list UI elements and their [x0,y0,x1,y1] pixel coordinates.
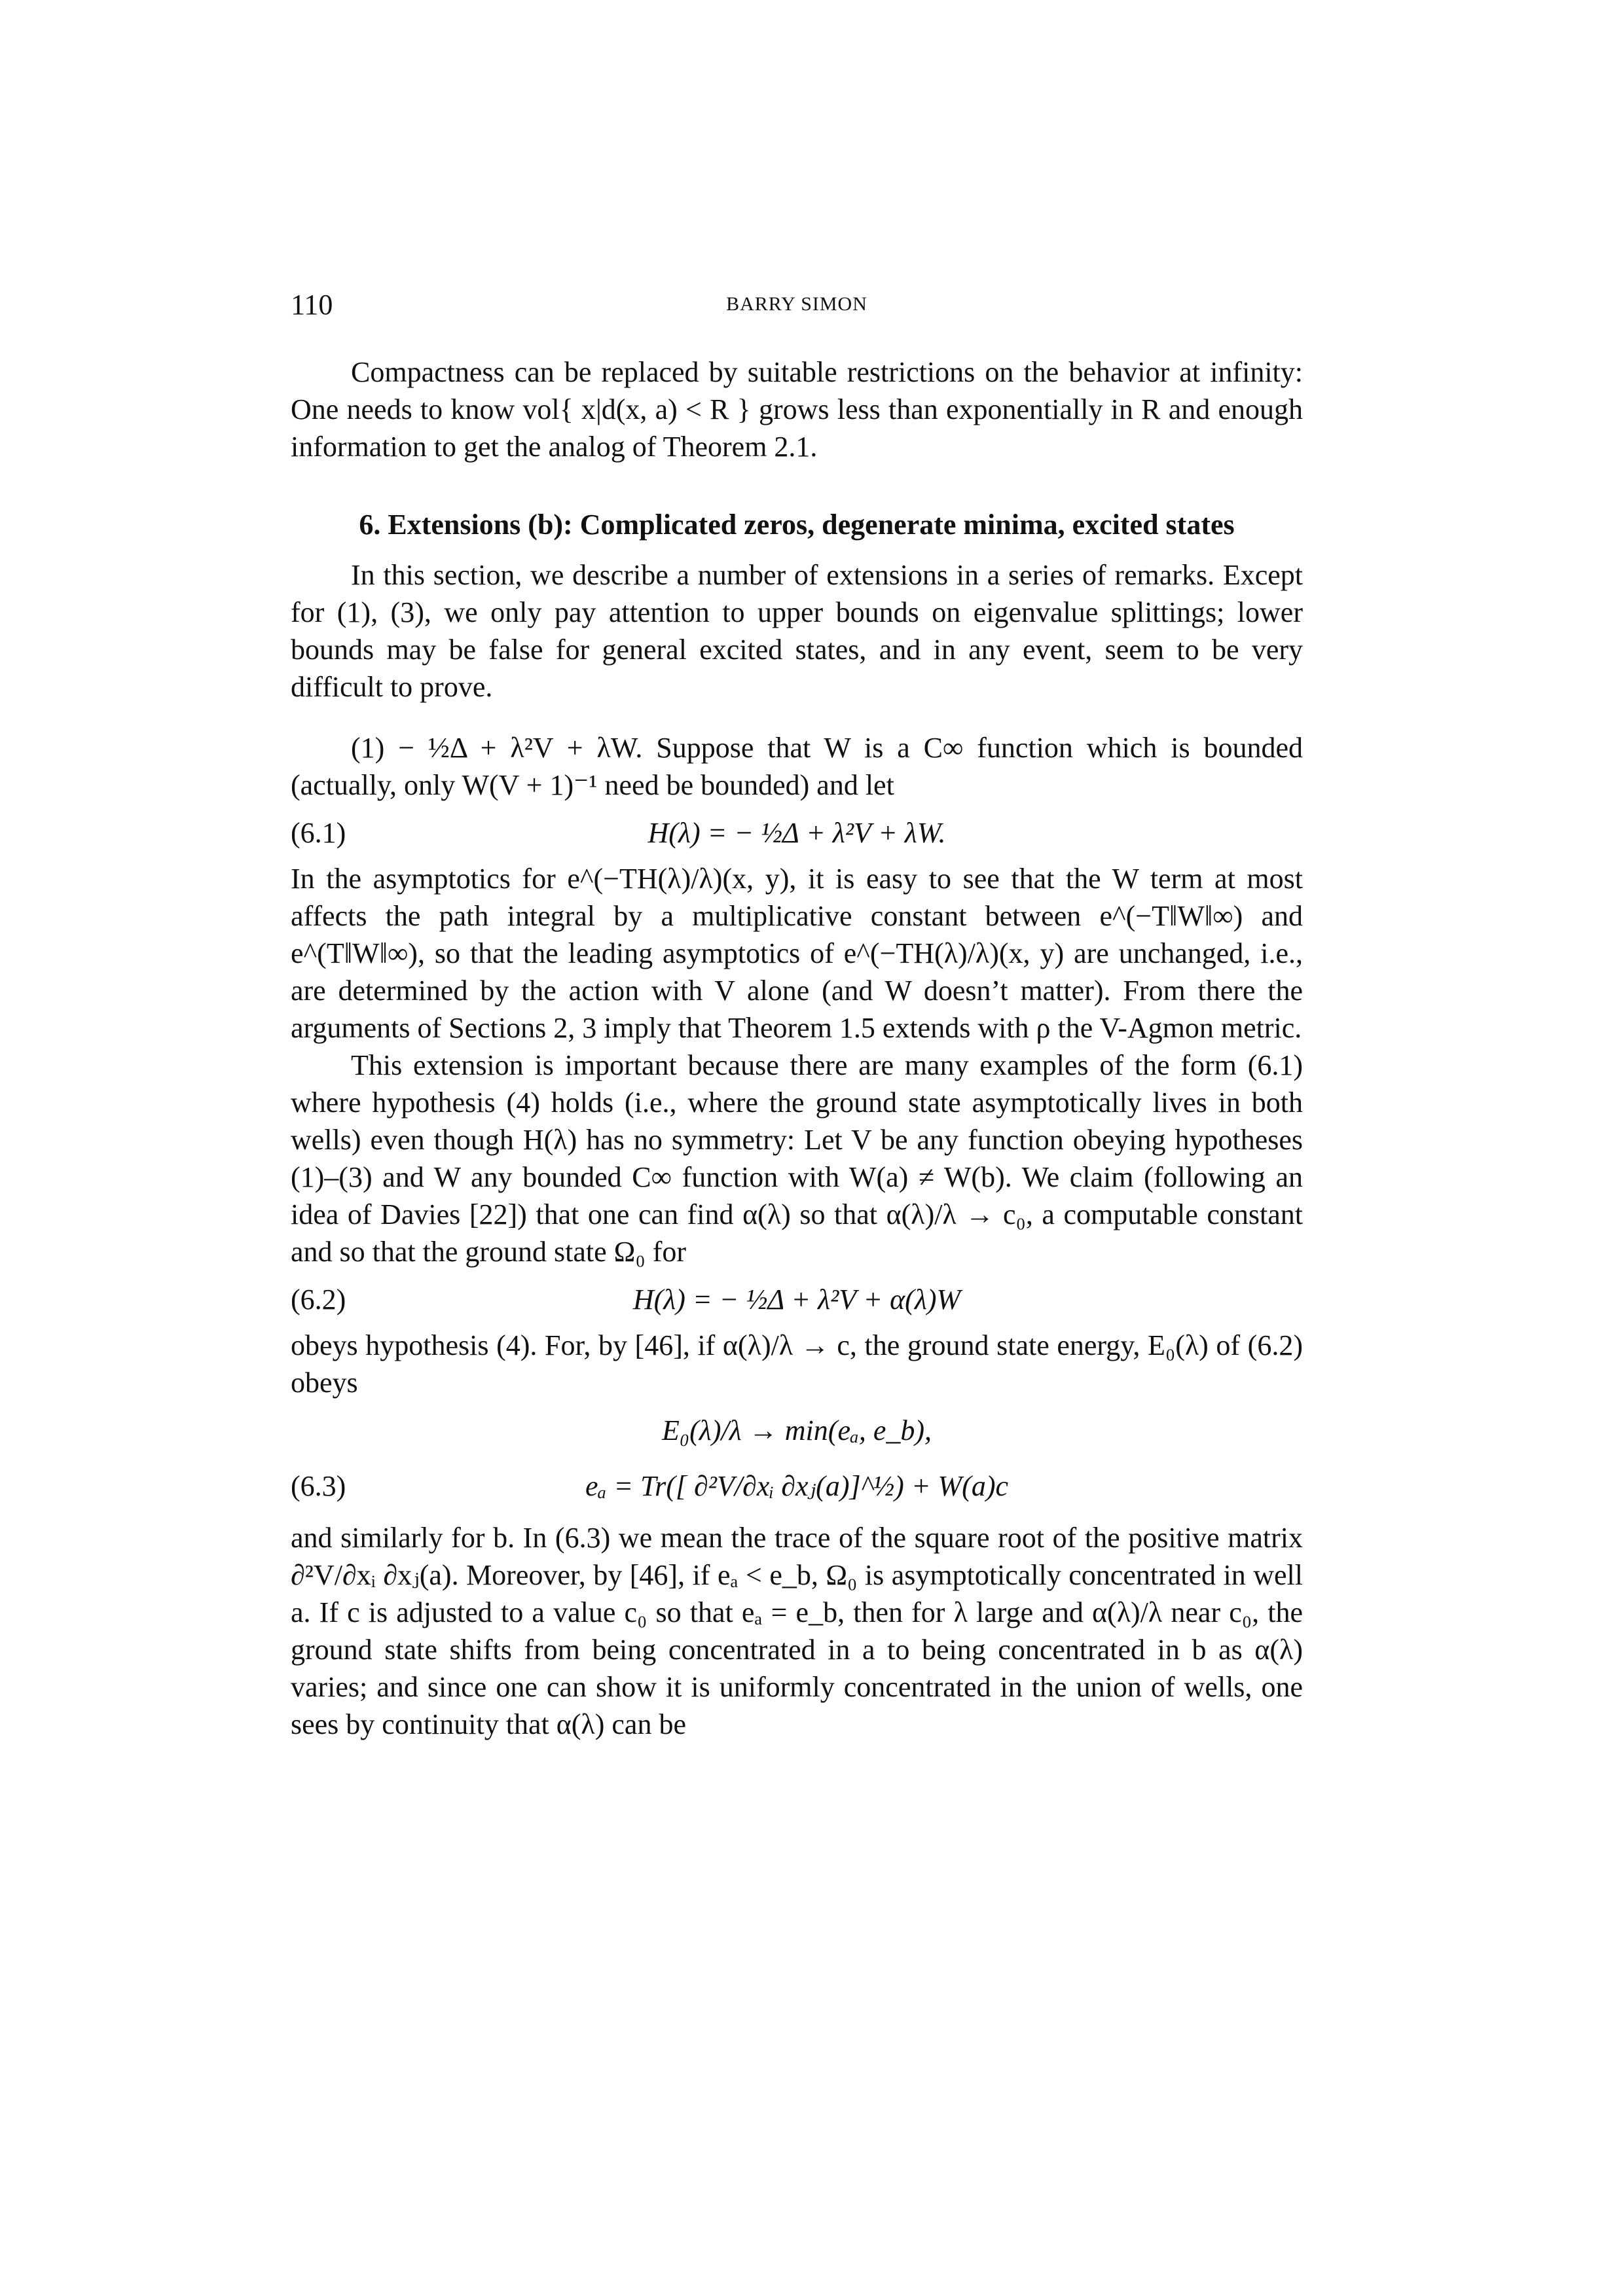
equation-body: H(λ) = − ½Δ + λ²V + α(λ)W [632,1283,961,1316]
paragraph-extension: This extension is important because there are many examples of the form (6.1) where hypothesis (4) holds (i.e., where the ground state asymptotically lives in both wells) even though H(λ) has no symmetry: Let V be any function obeying hypotheses (1)–(3) and W any bounded C∞ function with W(a) ≠ W(b). We claim (following an idea of Davies [22]) that one can find α(λ) so that α(λ)/λ → c₀, a computable constant and so that the ground state Ω₀ for [291,1049,1303,1268]
equation-label: (6.1) [291,817,346,849]
paragraph-intro: In this section, we describe a number of extensions in a series of remarks. Except for (1), (3), we only pay attention to upper bounds on eigenvalue splittings; lower bounds may be false for general excited states, and in any event, seem to be very difficult to prove. [291,559,1303,703]
equation-6-3 [291,1460,1303,1513]
equation-label: (6.2) [291,1283,346,1316]
paragraph-remark-1: (1) − ½Δ + λ²V + λW. Suppose that W is a C∞ function which is bounded (actually, only W(V + 1)⁻¹ need be bounded) and let [291,732,1303,801]
equation-6-2 [291,1280,1303,1320]
paragraph-compactness: Compactness can be replaced by suitable restrictions on the behavior at infinity: One needs to know vol{ x|d(x, a) < R } grows less than exponentially in R and enough information to get the analog of Theorem 2.1. [291,356,1303,463]
page-number: 110 [291,289,333,321]
equation-6-3-top: E₀(λ)/λ → min(eₐ, e_b), [661,1414,932,1446]
equation-6-1 [291,813,1303,853]
equation-label: (6.3) [291,1470,346,1502]
equation-body: H(λ) = − ½Δ + λ²V + λW. [647,817,946,849]
page-header [291,288,1303,327]
equation-body: eₐ = Tr([ ∂²V/∂xᵢ ∂xⱼ(a)]^½) + W(a)c [585,1470,1008,1502]
paragraph-trace: and similarly for b. In (6.3) we mean the trace of the square root of the positive matrix ∂²V/∂xᵢ ∂xⱼ(a). Moreover, by [46], if eₐ < e_b, Ω₀ is asymptotically concentrated in well a. If c is adjusted to a value c₀ so that eₐ = e_b, then for λ large and α(λ)/λ near c₀, the ground state shifts from being concentrated in a to being concentrated in b as α(λ) varies; and since one can show it is uniformly concentrated in the union of wells, one sees by continuity that α(λ) can be [291,1522,1303,1740]
section-title: 6. Extensions (b): Complicated zeros, degenerate minima, excited states [359,509,1235,541]
paragraph-hypothesis: obeys hypothesis (4). For, by [46], if α(λ)/λ → c, the ground state energy, E₀(λ) of (6.2) obeys [291,1329,1303,1399]
paragraph-asymptotics: In the asymptotics for e^(−TH(λ)/λ)(x, y), it is easy to see that the W term at most affects the path integral by a multiplicative constant between e^(−T‖W‖∞) and e^(T‖W‖∞), so that the leading asymptotics of e^(−TH(λ)/λ)(x, y) are unchanged, i.e., are determined by the action with V alone (and W doesn’t matter). From there the arguments of Sections 2, 3 imply that Theorem 1.5 extends with ρ the V-Agmon metric. [291,863,1303,1044]
page-body [291,353,1303,1743]
running-head: BARRY SIMON [726,293,867,315]
